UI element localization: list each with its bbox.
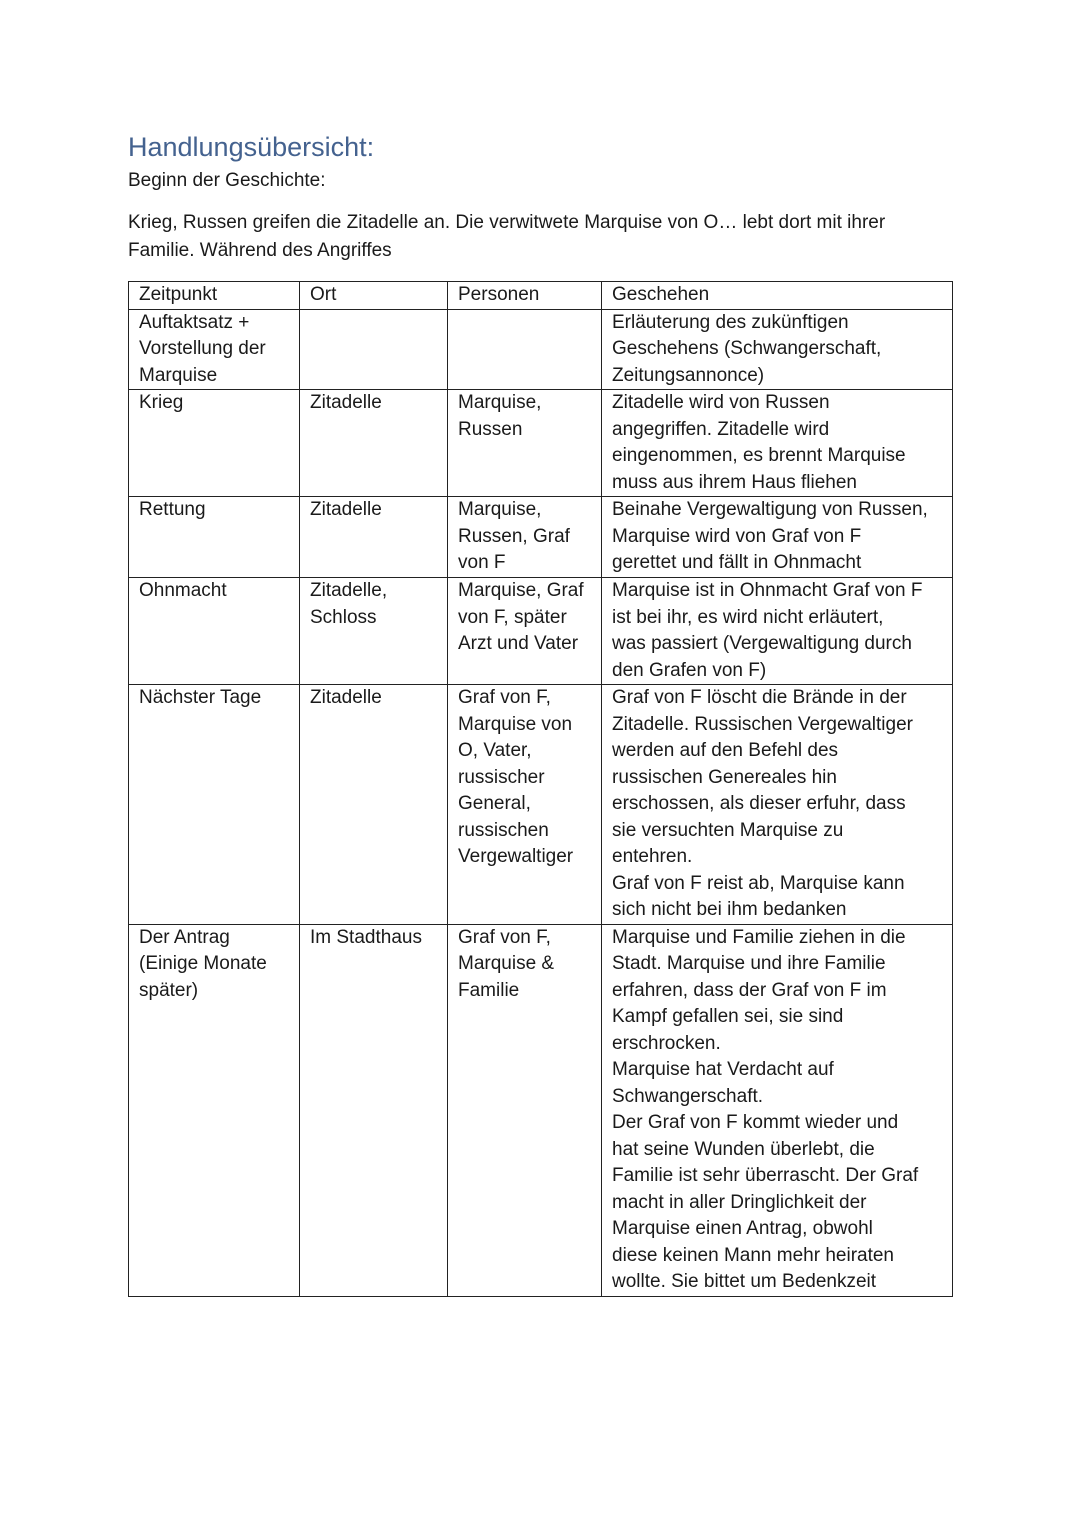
cell-ort xyxy=(300,497,448,578)
cell-line: (Einige Monate xyxy=(139,953,267,974)
cell-ort xyxy=(300,924,448,1296)
cell-line: den Grafen von F) xyxy=(612,659,767,681)
cell-personen xyxy=(448,578,602,685)
header-personen: Personen xyxy=(448,282,602,310)
cell-ort xyxy=(300,685,448,925)
cell-line: Russen xyxy=(458,418,523,440)
cell-line: Im Stadthaus xyxy=(310,926,422,948)
cell-line: Familie xyxy=(458,979,520,1001)
cell-line: Krieg xyxy=(139,392,184,413)
cell-personen xyxy=(448,497,602,578)
cell-line: von F, später xyxy=(458,606,567,628)
header-zeitpunkt: Zeitpunkt xyxy=(129,282,300,310)
cell-line: von F xyxy=(458,552,506,573)
cell-line: sie versuchten Marquise zu xyxy=(612,819,844,841)
cell-line: Graf von F löscht die Brände in der xyxy=(612,687,907,708)
cell-zeitpunkt xyxy=(129,685,300,925)
cell-line: Zitadelle xyxy=(310,687,382,708)
cell-geschehen xyxy=(602,390,953,497)
cell-line: Kampf gefallen sei, sie sind xyxy=(612,1006,844,1027)
cell-line: Marquise xyxy=(139,364,218,386)
cell-line: Zitadelle xyxy=(310,392,382,413)
cell-line: Geschehens (Schwangerschaft, xyxy=(612,338,882,359)
cell-line: gerettet und fällt in Ohnmacht xyxy=(612,552,862,573)
cell-line: Schwangerschaft. xyxy=(612,1085,764,1107)
cell-personen xyxy=(448,924,602,1296)
cell-geschehen xyxy=(602,924,953,1296)
cell-line: macht in aller Dringlichkeit der xyxy=(612,1191,867,1213)
cell-line: erschossen, als dieser erfuhr, dass xyxy=(612,793,906,814)
cell-line: später) xyxy=(139,979,199,1001)
cell-line: Nächster Tage xyxy=(139,687,262,708)
cell-line: Erläuterung des zukünftigen xyxy=(612,311,849,333)
cell-line: russischer xyxy=(458,766,545,788)
intro-paragraph xyxy=(128,209,952,265)
cell-line: Arzt und Vater xyxy=(458,633,579,654)
cell-line: Vorstellung der xyxy=(139,338,266,359)
intro-line: Familie. Während des Angriffes xyxy=(128,240,392,261)
header-geschehen: Geschehen xyxy=(602,282,953,310)
cell-line: Rettung xyxy=(139,499,206,520)
cell-line: muss aus ihrem Haus fliehen xyxy=(612,471,857,493)
cell-line: Marquise & xyxy=(458,953,555,974)
table-row xyxy=(129,685,953,925)
cell-line: werden auf den Befehl des xyxy=(612,740,839,761)
cell-line: Graf von F, xyxy=(458,687,551,708)
cell-personen xyxy=(448,309,602,390)
cell-line: Russen, Graf xyxy=(458,525,570,547)
cell-line: Zitadelle wird von Russen xyxy=(612,392,830,413)
cell-line: Schloss xyxy=(310,606,377,628)
cell-line: diese keinen Mann mehr heiraten xyxy=(612,1244,895,1266)
cell-geschehen xyxy=(602,309,953,390)
cell-zeitpunkt xyxy=(129,309,300,390)
cell-zeitpunkt xyxy=(129,497,300,578)
document-page xyxy=(128,128,952,1297)
table-row xyxy=(129,309,953,390)
cell-line: Zeitungsannonce) xyxy=(612,364,765,386)
table-row xyxy=(129,578,953,685)
cell-line: eingenommen, es brennt Marquise xyxy=(612,445,906,466)
cell-line: Vergewaltiger xyxy=(458,846,574,867)
cell-line: Marquise von xyxy=(458,713,573,735)
cell-line: Marquise und Familie ziehen in die xyxy=(612,926,906,948)
cell-line: Marquise einen Antrag, obwohl xyxy=(612,1218,873,1239)
cell-line: Zitadelle. Russischen Vergewaltiger xyxy=(612,713,913,735)
cell-line: sich nicht bei ihm bedanken xyxy=(612,899,847,920)
cell-geschehen xyxy=(602,578,953,685)
cell-line: Stadt. Marquise und ihre Familie xyxy=(612,953,886,974)
intro-line: Krieg, Russen greifen die Zitadelle an. Die verwitwete Marquise von O… lebt dort mit ihrer xyxy=(128,212,886,233)
cell-line: Der Graf von F kommt wieder und xyxy=(612,1112,899,1133)
table-body xyxy=(129,309,953,1296)
table-row xyxy=(129,497,953,578)
cell-line: Zitadelle xyxy=(310,499,382,520)
cell-line: Zitadelle, xyxy=(310,580,388,601)
cell-line: Marquise, xyxy=(458,392,542,413)
cell-ort xyxy=(300,390,448,497)
cell-line: Marquise ist in Ohnmacht Graf von F xyxy=(612,580,923,601)
cell-geschehen xyxy=(602,497,953,578)
cell-line: was passiert (Vergewaltigung durch xyxy=(612,633,912,654)
cell-personen xyxy=(448,685,602,925)
table-header-row xyxy=(129,282,953,310)
cell-zeitpunkt xyxy=(129,924,300,1296)
cell-zeitpunkt xyxy=(129,578,300,685)
cell-line: Marquise hat Verdacht auf xyxy=(612,1059,834,1080)
table-row xyxy=(129,924,953,1296)
cell-line: angegriffen. Zitadelle wird xyxy=(612,418,830,440)
header-ort: Ort xyxy=(300,282,448,310)
cell-line: russischen xyxy=(458,819,549,841)
cell-line: Beinahe Vergewaltigung von Russen, xyxy=(612,499,928,520)
cell-line: Der Antrag xyxy=(139,926,230,948)
cell-ort xyxy=(300,309,448,390)
cell-line: Graf von F, xyxy=(458,926,551,948)
cell-line: erfahren, dass der Graf von F im xyxy=(612,979,887,1001)
cell-line: Graf von F reist ab, Marquise kann xyxy=(612,872,905,894)
cell-ort xyxy=(300,578,448,685)
cell-zeitpunkt xyxy=(129,390,300,497)
cell-line: ist bei ihr, es wird nicht erläutert, xyxy=(612,606,884,628)
cell-line: Ohnmacht xyxy=(139,580,227,601)
cell-line: hat seine Wunden überlebt, die xyxy=(612,1138,875,1160)
cell-geschehen xyxy=(602,685,953,925)
cell-line: O, Vater, xyxy=(458,740,532,761)
section-subtitle: Beginn der Geschichte: xyxy=(128,170,326,191)
cell-line: General, xyxy=(458,793,531,814)
table-row xyxy=(129,390,953,497)
cell-line: entehren. xyxy=(612,846,693,867)
cell-line: Familie ist sehr überrascht. Der Graf xyxy=(612,1165,919,1186)
cell-line: Marquise, xyxy=(458,499,542,520)
cell-line: Marquise, Graf xyxy=(458,580,584,601)
cell-line: Auftaktsatz + xyxy=(139,311,250,333)
cell-line: russischen Genereales hin xyxy=(612,766,837,788)
cell-line: erschrocken. xyxy=(612,1032,721,1054)
plot-overview-table xyxy=(128,281,953,1297)
cell-personen xyxy=(448,390,602,497)
cell-line: wollte. Sie bittet um Bedenkzeit xyxy=(612,1271,877,1292)
cell-line: Marquise wird von Graf von F xyxy=(612,525,862,547)
page-title: Handlungsübersicht: xyxy=(128,132,375,162)
